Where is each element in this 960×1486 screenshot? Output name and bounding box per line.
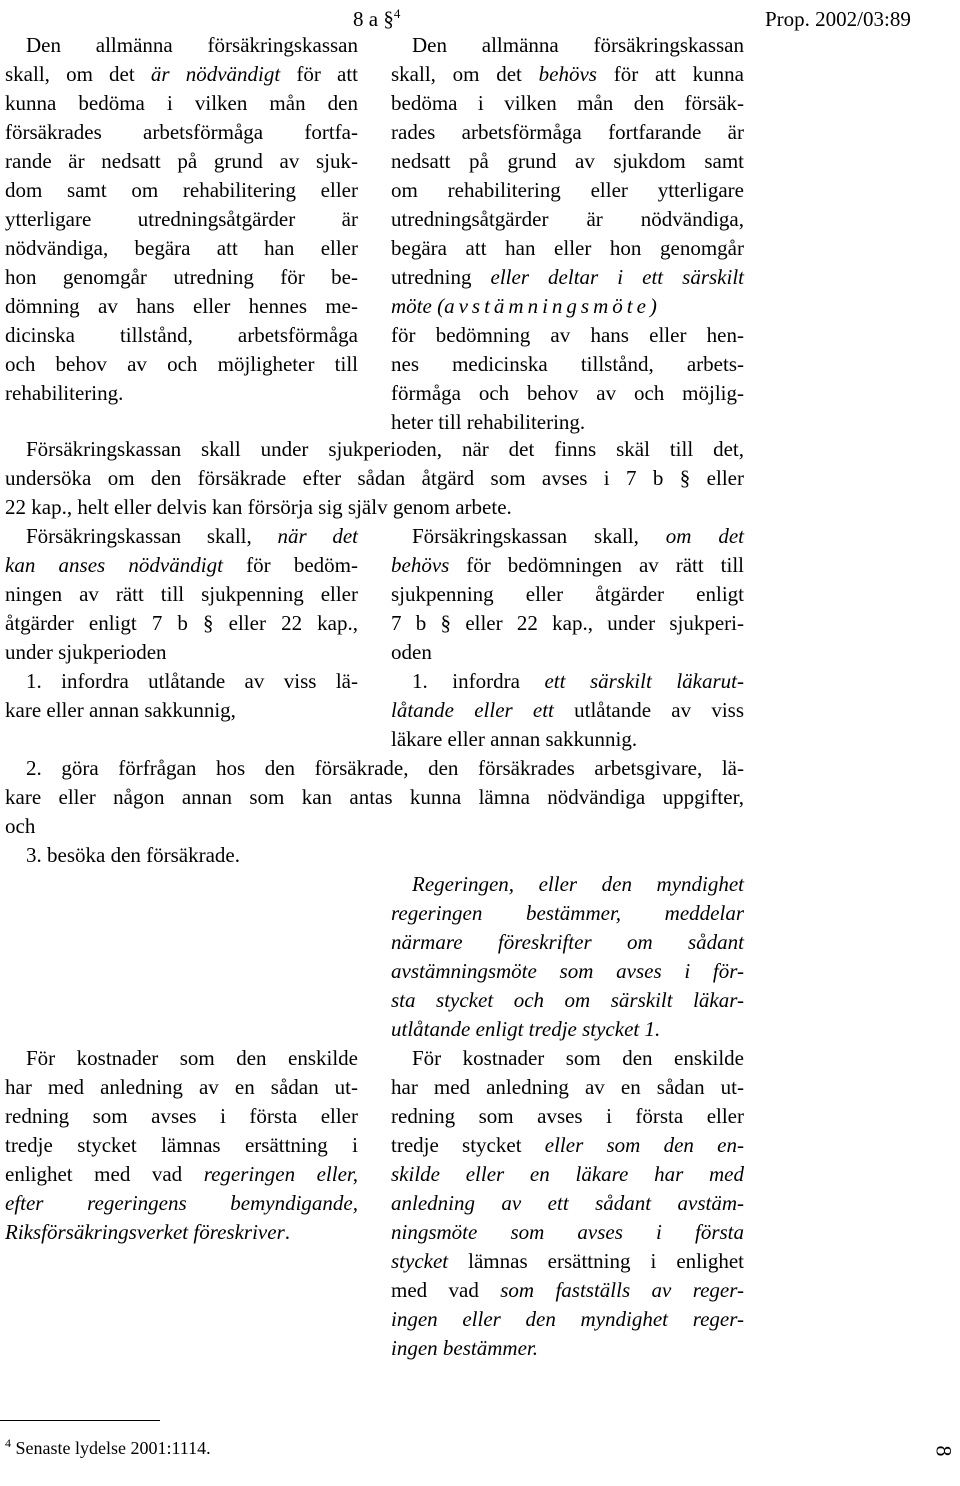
page-number: 8 <box>931 1445 957 1457</box>
footnote-text: Senaste lydelse 2001:1114. <box>15 1438 211 1458</box>
footnote-number: 4 <box>5 1436 11 1450</box>
section-number: 8 a § <box>353 7 394 31</box>
footnote <box>5 1436 211 1460</box>
section-footnote-ref: 4 <box>393 6 401 21</box>
proposition-reference: Prop. 2002/03:89 <box>765 7 911 31</box>
section-heading <box>353 5 400 33</box>
footnote-rule <box>0 1420 160 1421</box>
